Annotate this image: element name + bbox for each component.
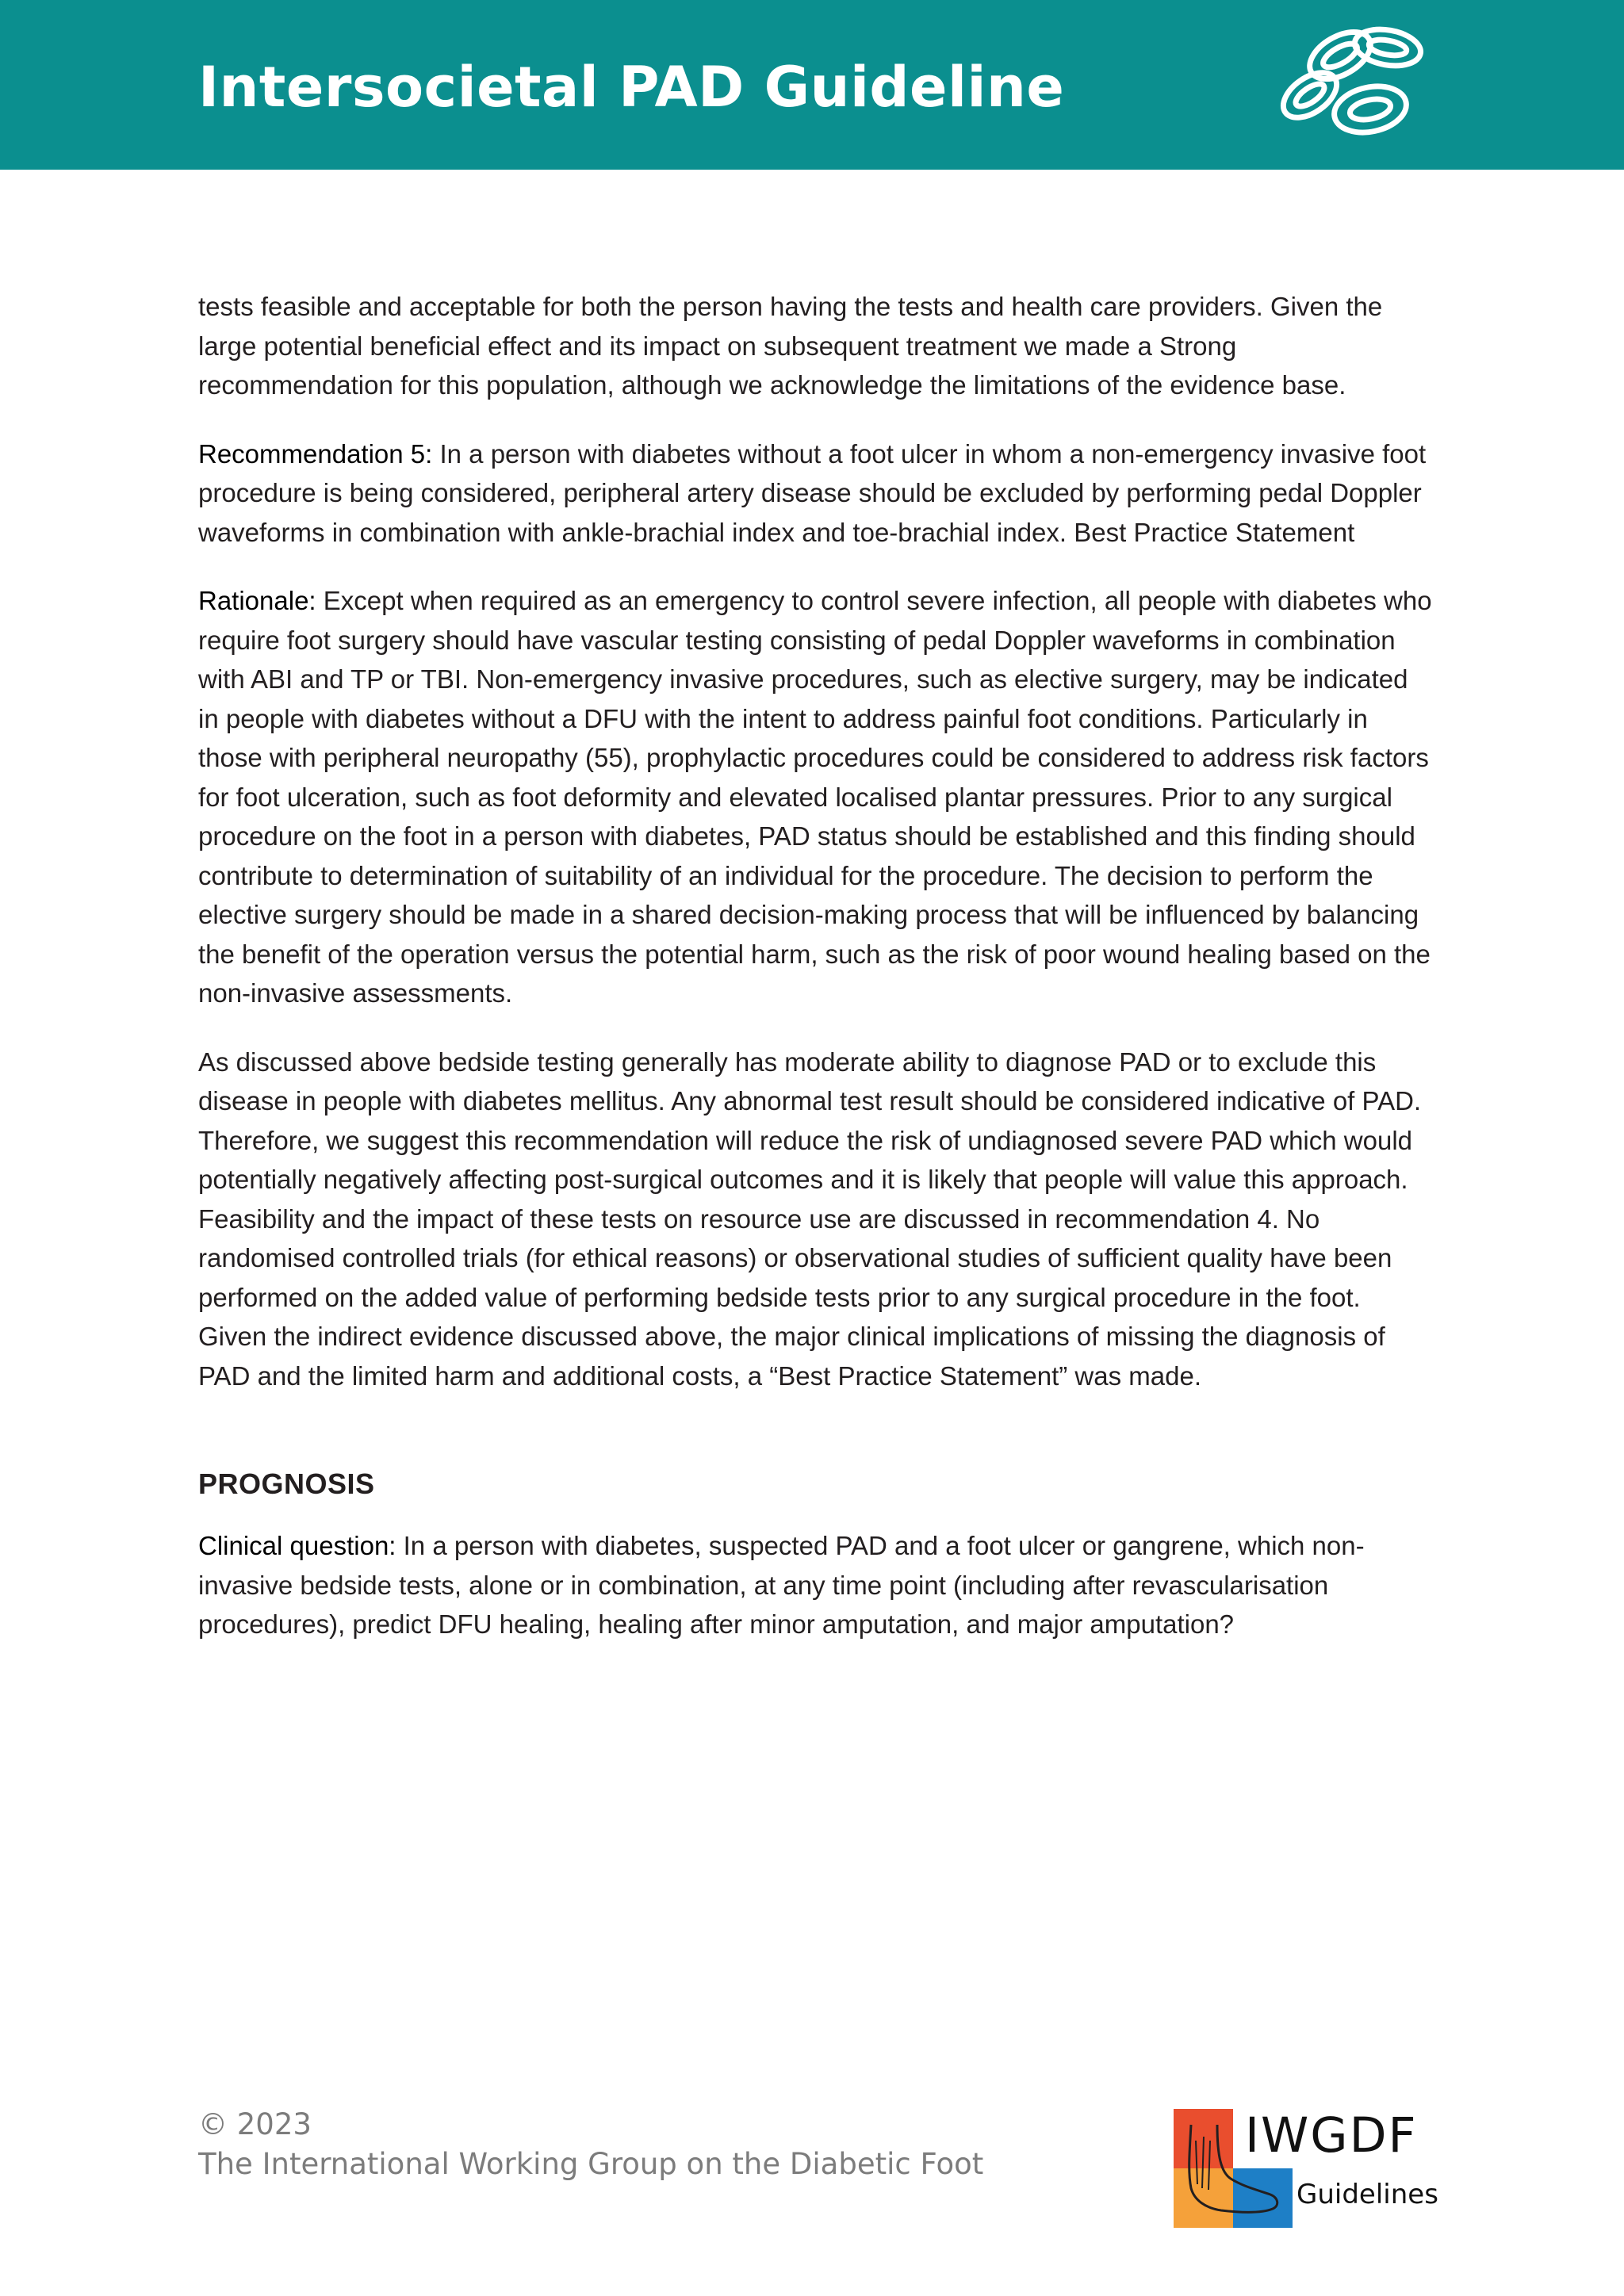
header-title: Intersocietal PAD Guideline	[198, 55, 1065, 120]
clinical-question-paragraph	[198, 1526, 1435, 1644]
logo-subtitle: Guidelines	[1297, 2179, 1438, 2210]
recommendation-5-label: Recommendation 5:	[198, 438, 433, 469]
recommendation-5-paragraph	[198, 434, 1435, 553]
copyright-text: © 2023	[198, 2107, 312, 2141]
page-header	[0, 0, 1624, 170]
intro-paragraph: tests feasible and acceptable for both the person having the tests and health care providers. Given the large potential beneficial effect and its impact on subsequent treatment we made a Strong recommendation for this population, although we acknowledge the limitations of the evidence base.	[198, 292, 1383, 400]
main-content	[198, 287, 1435, 1674]
footer-credit	[198, 2105, 983, 2184]
organization-name: The International Working Group on the Diabetic Foot	[198, 2147, 984, 2181]
rationale-text: Except when required as an emergency to control severe infection, all people with diabetes who require foot surgery should have vascular testing consisting of pedal Doppler waveforms in combination with ABI and TP or TBI. Non-emergency invasive procedures, such as elective surgery, may be indicated in people with diabetes without a DFU with the intent to address painful foot conditions. Particularly in those with peripheral neuropathy (55), prophylactic procedures could be considered to address risk factors for foot ulceration, such as foot deformity and elevated localised plantar pressures. Prior to any surgical procedure on the foot in a person with diabetes, PAD status should be established and this finding should contribute to determination of suitability of an individual for the procedure. The decision to perform the elective surgery should be made in a shared decision-making process that will be influenced by balancing the benefit of the operation versus the potential harm, such as the risk of poor wound healing based on the non-invasive assessments.	[198, 586, 1432, 1008]
blood-cells-icon	[1269, 17, 1435, 152]
discussion-paragraph: As discussed above bedside testing generally has moderate ability to diagnose PAD or to exclude this disease in people with diabetes mellitus. Any abnormal test result should be considered indicative of PAD. Therefore, we suggest this recommendation will reduce the risk of undiagnosed severe PAD which would potentially negatively affecting post-surgical outcomes and it is likely that people will value this approach. Feasibility and the impact of these tests on resource use are discussed in recommendation 4. No randomised controlled trials (for ethical reasons) or observational studies of sufficient quality have been performed on the added value of performing bedside tests prior to any surgical procedure in the foot. Given the indirect evidence discussed above, the major clinical implications of missing the diagnosis of PAD and the limited harm and additional costs, a “Best Practice Statement” was made.	[198, 1047, 1422, 1391]
section-heading-prognosis: PROGNOSIS	[198, 1468, 375, 1500]
recommendation-5-text: In a person with diabetes without a foot ulcer in whom a non-emergency invasive foot procedure is being considered, peripheral artery disease should be excluded by performing pedal Doppler waveforms in combination with ankle-brachial index and toe-brachial index. Best Practice Statement	[198, 438, 1427, 547]
iwgdf-logo	[1174, 2107, 1438, 2228]
clinical-question-text: In a person with diabetes, suspected PAD and a foot ulcer or gangrene, which non-invasive bedside tests, alone or in combination, at any time point (including after revascularisation procedures), predict DFU healing, healing after minor amputation, and major amputation?	[198, 1531, 1365, 1639]
rationale-label: Rationale:	[198, 586, 316, 615]
logo-wordmark: IWGDF	[1245, 2107, 1418, 2164]
rationale-paragraph	[198, 581, 1435, 1013]
clinical-question-label: Clinical question:	[198, 1531, 396, 1560]
